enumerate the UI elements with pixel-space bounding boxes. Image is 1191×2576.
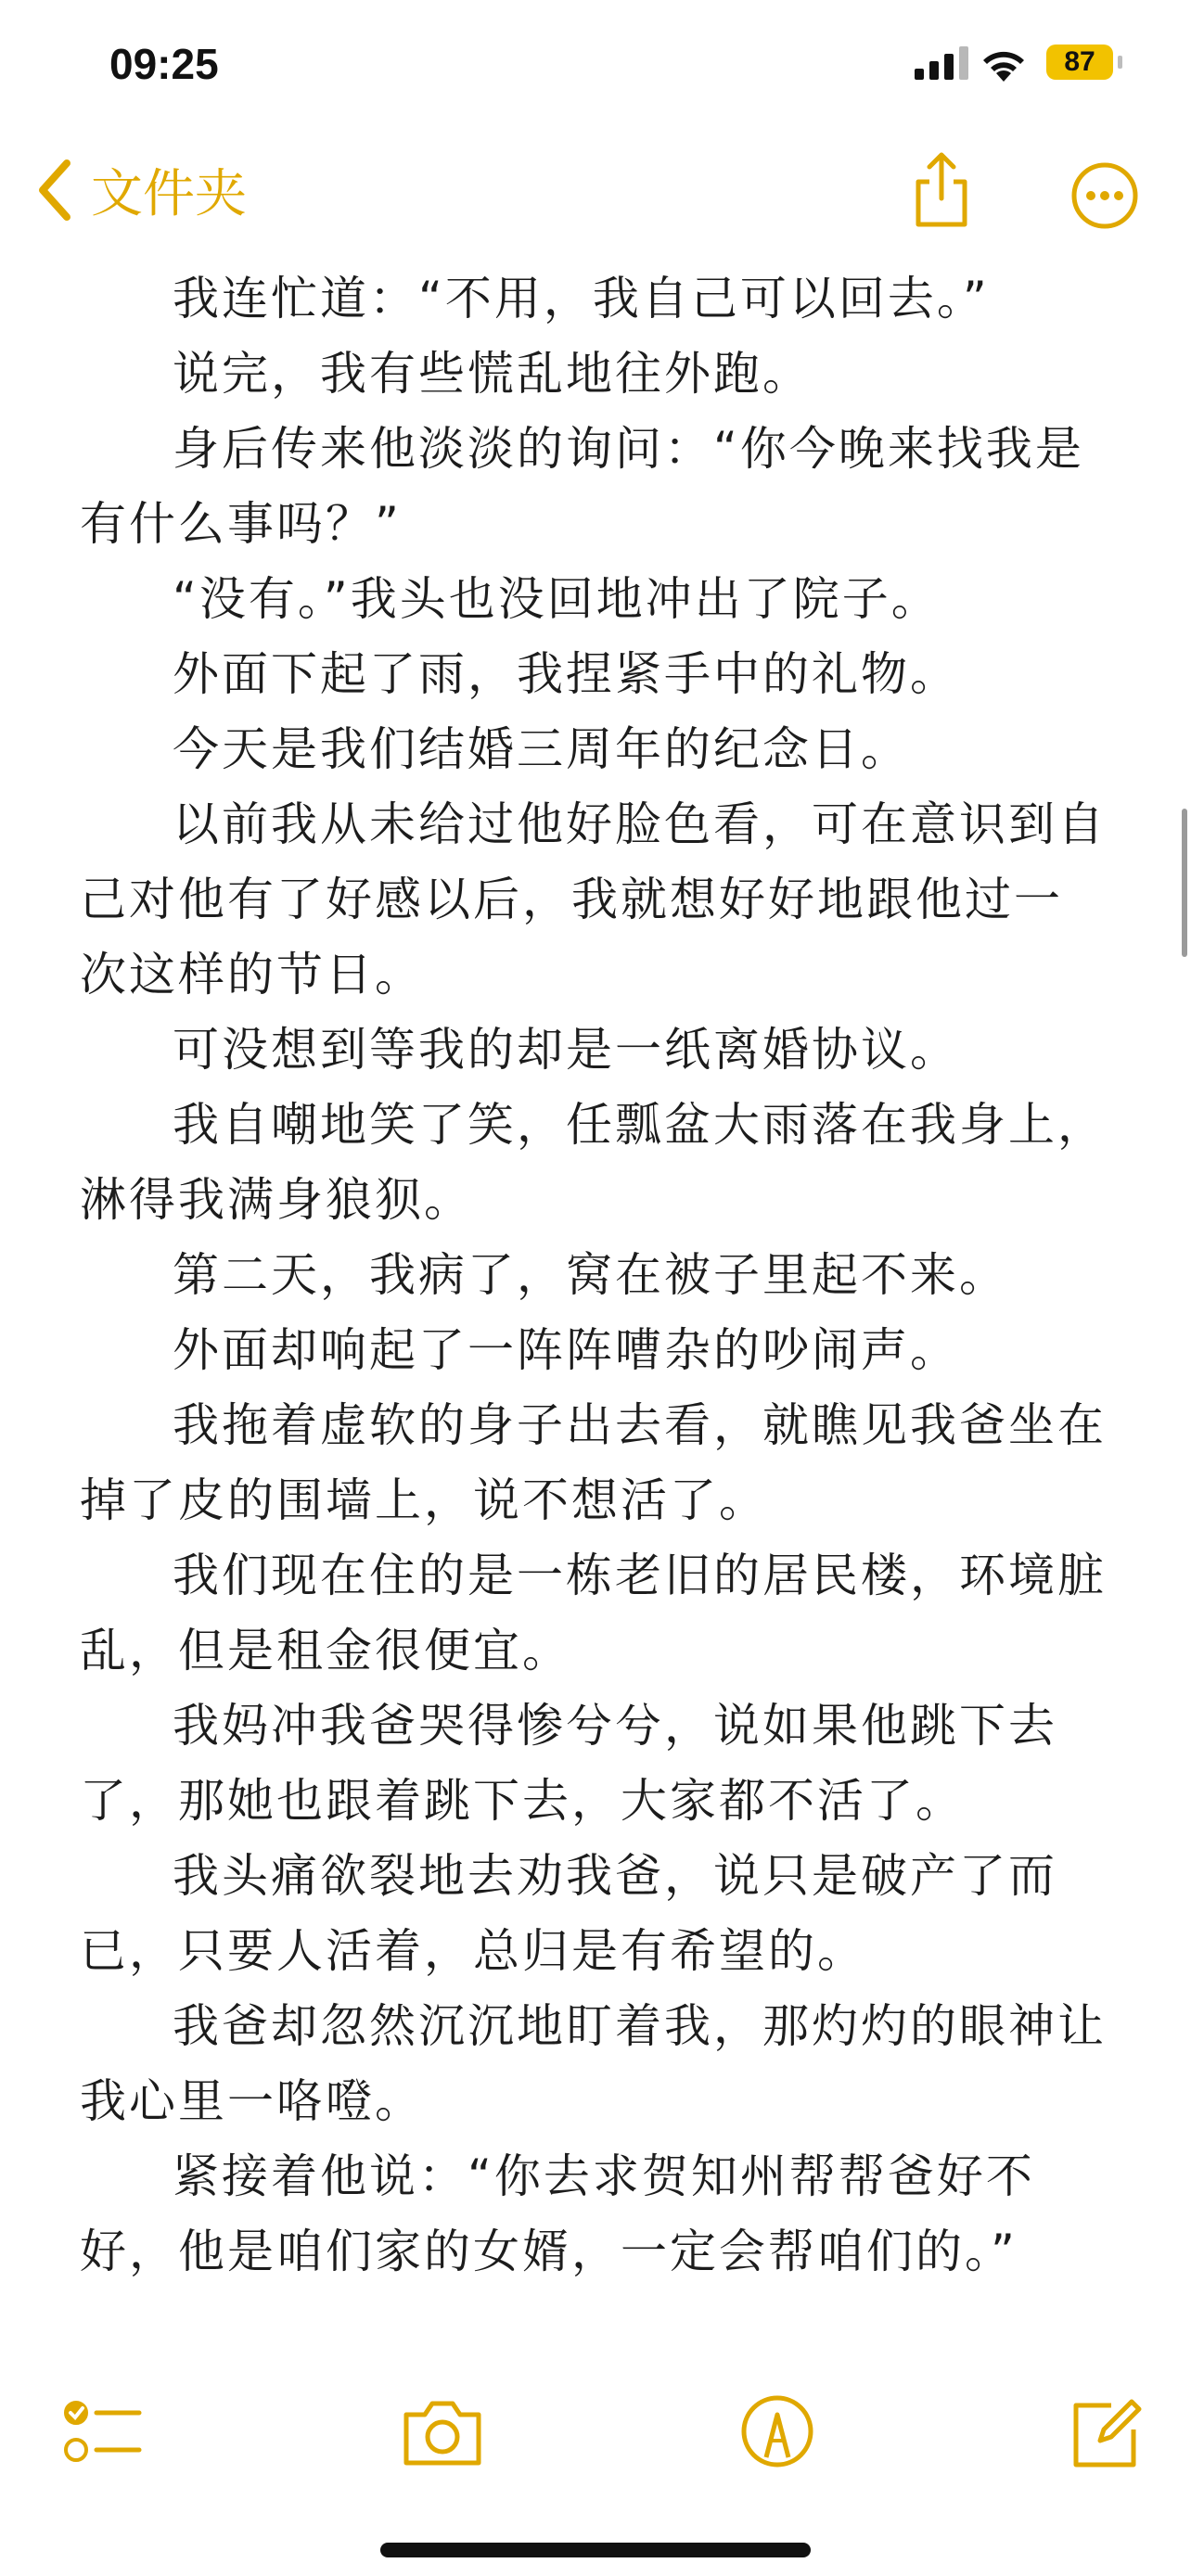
- battery-nub: [1118, 56, 1122, 69]
- note-paragraph: 我自嘲地笑了笑，任瓢盆大雨落在我身上，淋得我满身狼狈。: [80, 1098, 1107, 1227]
- status-time: 09:25: [109, 40, 219, 88]
- note-paragraph: 我连忙道：“不用，我自己可以回去。”: [173, 272, 990, 325]
- note-paragraph: 外面下起了雨，我捏紧手中的礼物。: [173, 647, 959, 701]
- home-indicator[interactable]: [380, 2543, 811, 2557]
- wifi-icon: [980, 46, 1028, 83]
- note-paragraph: 身后传来他淡淡的询问：“你今晚来找我是有什么事吗？”: [80, 422, 1084, 551]
- note-paragraph: 今天是我们结婚三周年的纪念日。: [173, 722, 910, 776]
- battery-level: 87: [1064, 46, 1095, 77]
- note-paragraph: 紧接着他说：“你去求贺知州帮帮爸好不好，他是咱们家的女婿，一定会帮咱们的。”: [80, 2149, 1035, 2278]
- chevron-left-icon: [33, 158, 74, 223]
- note-paragraph: 可没想到等我的却是一纸离婚协议。: [173, 1023, 959, 1077]
- cellular-signal-icon: [915, 46, 970, 80]
- note-paragraph: 我拖着虚软的身子出去看，就瞧见我爸坐在掉了皮的围墙上，说不想活了。: [80, 1398, 1107, 1527]
- note-paragraph: “没有。”我头也没回地冲出了院子。: [173, 572, 941, 626]
- status-bar: [0, 0, 1191, 130]
- markup-pen-icon[interactable]: [740, 2392, 814, 2470]
- battery-icon: [1046, 45, 1113, 80]
- scrollbar[interactable]: [1182, 809, 1187, 957]
- note-paragraph: 以前我从未给过他好脸色看，可在意识到自己对他有了好感以后，我就想好好地跟他过一次这样的节日。: [80, 797, 1107, 1001]
- checklist-icon[interactable]: [63, 2392, 143, 2472]
- note-paragraph: 我头痛欲裂地去劝我爸，说只是破产了而已，只要人活着，总归是有希望的。: [80, 1849, 1057, 1978]
- note-paragraph: 说完，我有些慌乱地往外跑。: [173, 347, 812, 401]
- camera-icon[interactable]: [399, 2392, 486, 2472]
- nav-bar: [0, 130, 1191, 250]
- note-paragraph: 外面却响起了一阵阵嘈杂的吵闹声。: [173, 1323, 959, 1377]
- back-button[interactable]: [33, 158, 247, 223]
- note-body[interactable]: [80, 261, 1109, 2289]
- compose-icon[interactable]: [1069, 2392, 1143, 2470]
- back-label: 文件夹: [91, 164, 247, 224]
- note-paragraph: 我妈冲我爸哭得惨兮兮，说如果他跳下去了，那她也跟着跳下去，大家都不活了。: [80, 1699, 1057, 1828]
- note-paragraph: 第二天，我病了，窝在被子里起不来。: [173, 1248, 1008, 1302]
- note-paragraph: 我们现在住的是一栋老旧的居民楼，环境脏乱，但是租金很便宜。: [80, 1549, 1107, 1677]
- share-icon[interactable]: [909, 150, 974, 230]
- note-paragraph: 我爸却忽然沉沉地盯着我，那灼灼的眼神让我心里一咯噔。: [80, 1999, 1107, 2128]
- more-icon[interactable]: [1070, 161, 1139, 230]
